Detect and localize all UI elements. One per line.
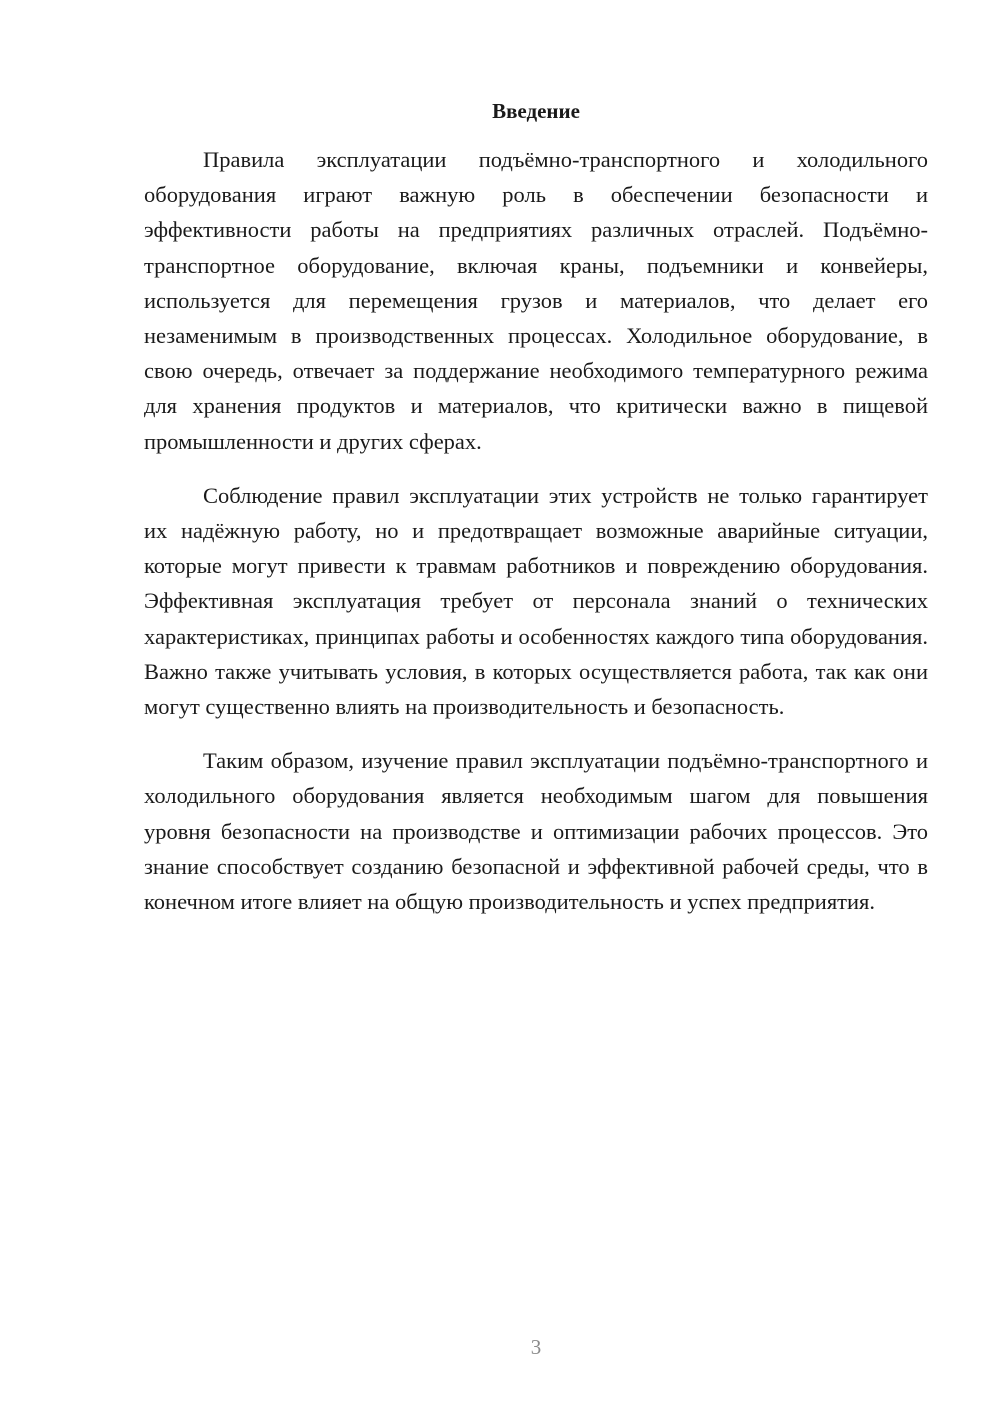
body-text (144, 142, 928, 938)
paragraph-2: Соблюдение правил эксплуатации этих устройств не только гарантирует их надёжную работу, но и предотвращает возможные аварийные ситуации, которые могут привести к травмам работников и повреждению оборудования. Эффективная эксплуатация требует от персонала знаний о технических характеристиках, принципах работы и особенностях каждого типа оборудования. Важно также учитывать условия, в которых осуществляется работа, так как они могут существенно влиять на производительность и безопасность. (144, 482, 928, 720)
page-number: 3 (530, 1335, 542, 1359)
page-heading: Введение (492, 99, 580, 123)
paragraph-1: Правила эксплуатации подъёмно-транспортного и холодильного оборудования играют важную роль в обеспечении безопасности и эффективности работы на предприятиях различных отраслей. Подъёмно-транспортное оборудование, включая краны, подъемники и конвейеры, используется для перемещения грузов и материалов, что делает его незаменимым в производственных процессах. Холодильное оборудование, в свою очередь, отвечает за поддержание необходимого температурного режима для хранения продуктов и материалов, что критически важно в пищевой промышленности и других сферах. (144, 147, 928, 454)
paragraph-3: Таким образом, изучение правил эксплуатации подъёмно-транспортного и холодильного оборудования является необходимым шагом для повышения уровня безопасности на производстве и оптимизации рабочих процессов. Это знание способствует созданию безопасной и эффективной рабочей среды, что в конечном итоге влияет на общую производительность и успех предприятия. (144, 748, 928, 915)
